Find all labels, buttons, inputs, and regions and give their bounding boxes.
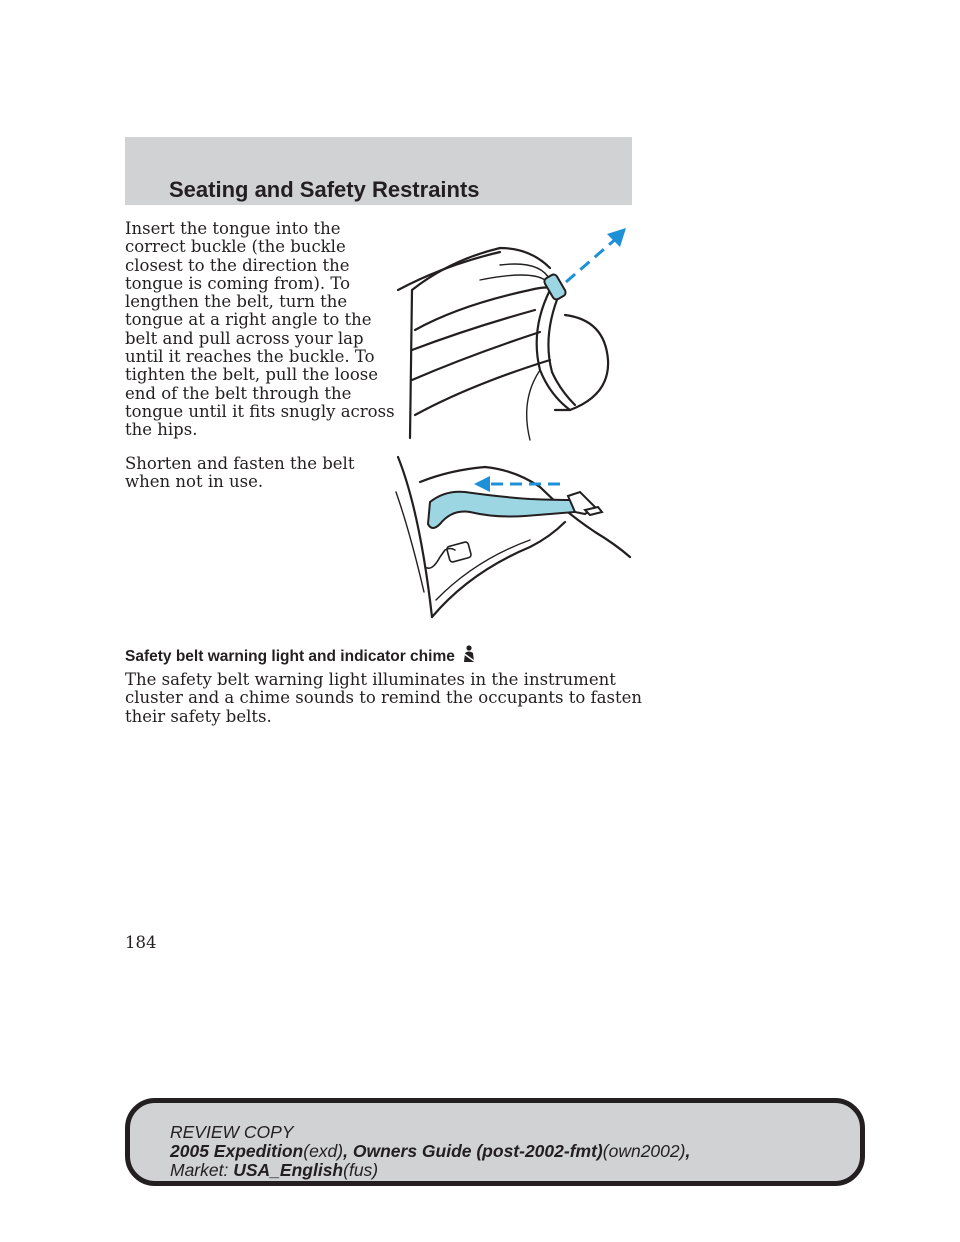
lap-belt-lengthen-illustration: [390, 220, 630, 442]
footer-text: [170, 1123, 690, 1180]
footer-model: 2005 Expedition: [170, 1141, 304, 1161]
lap-belt-shorten-illustration: [390, 452, 635, 622]
footer-market-code: (fus): [343, 1160, 379, 1180]
seatbelt-warning-icon: [461, 645, 477, 668]
footer-market: USA_English: [233, 1160, 344, 1180]
footer-guide-code: (own2002): [602, 1141, 686, 1161]
footer-model-code: (exd): [303, 1141, 344, 1161]
warning-light-subheading: [125, 645, 645, 668]
review-copy-footer: [125, 1098, 865, 1186]
footer-guide: Owners Guide (post-2002-fmt): [352, 1141, 603, 1161]
footer-review-copy: REVIEW COPY: [170, 1122, 294, 1142]
section-header-band: [125, 137, 632, 205]
footer-model-line: [170, 1142, 690, 1161]
paragraph-warning-light: The safety belt warning light illuminates in the instrument cluster and a chime sounds to remind the occupants to fasten their safety belts.: [125, 670, 642, 726]
page-number: 184: [125, 933, 157, 952]
footer-separator-2: ,: [685, 1141, 691, 1161]
footer-market-line: [170, 1161, 690, 1180]
section-title: Seating and Safety Restraints: [169, 177, 480, 202]
footer-market-label: Market:: [170, 1160, 229, 1180]
paragraph-insert-tongue: Insert the tongue into the correct buckle (the buckle closest to the direction the tongue is coming from). To lengthen the belt, turn the tongue at a right angle to the belt and pull across your lap until it reaches the buckle. To tighten the belt, pull the loose end of the belt through the tongue until it fits snugly across the hips.: [125, 219, 395, 440]
paragraph-shorten-fasten: Shorten and fasten the belt when not in use.: [125, 454, 355, 492]
footer-separator-1: ,: [343, 1141, 353, 1161]
warning-light-title: Safety belt warning light and indicator chime: [125, 648, 455, 665]
